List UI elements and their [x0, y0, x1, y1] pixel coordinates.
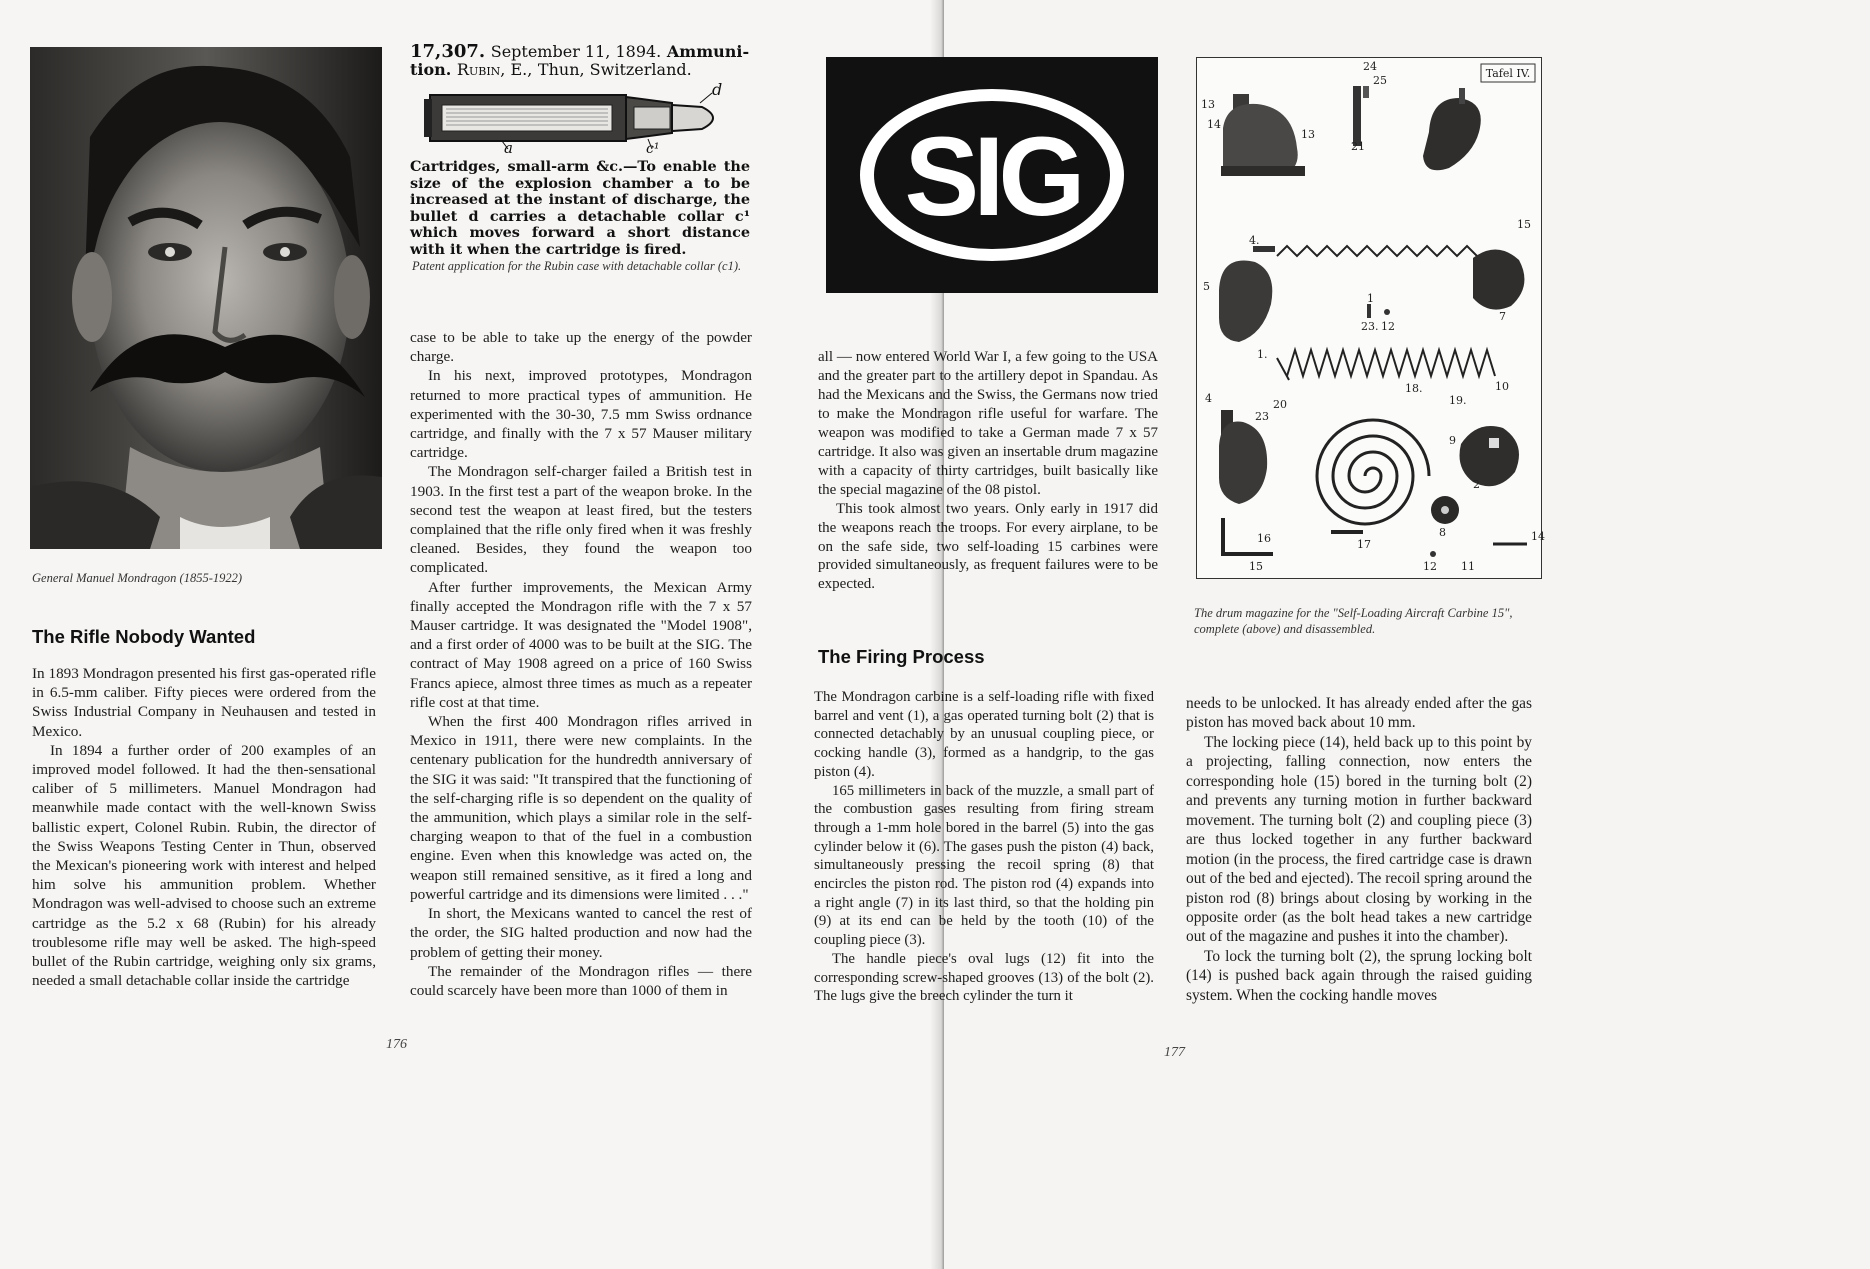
diagram-label: 15 [1249, 560, 1263, 573]
patent-label-c1: c¹ [646, 141, 660, 157]
paragraph: case to be able to take up the energy of the powder charge. [410, 329, 752, 366]
paragraph: all — now entered World War I, a few going to the USA and the greater part to the artillery depot in Spandau. As had the Mexicans and the Swiss, the Germans now tried to make the Mondragon rifle useful for warfare. The weapon was modified to take a German made 7 x 57 cartridge. It also was given an insertable drum magazine with a capacity of thirty cartridges, built basically like the special magazine of the 08 pistol. [818, 349, 1158, 498]
diagram-label: 8 [1439, 526, 1446, 539]
section-heading-firing: The Firing Process [818, 646, 985, 667]
diagram-label: 21 [1351, 140, 1365, 153]
sig-logo [826, 57, 1158, 293]
diagram-label: 25 [1373, 74, 1387, 87]
paragraph: In his next, improved prototypes, Mondragon returned to more practical types of ammunition. He experimented with the 30-30, 7.5 mm Swiss ordnance cartridge, and finally with the 7 x 57 Mauser military cartridge. [410, 367, 752, 462]
drum-magazine-diagram [1196, 57, 1545, 579]
patent-number: 17,307. [410, 41, 486, 62]
patent-header [410, 43, 750, 79]
patent-date: September 11, 1894. [490, 42, 662, 61]
portrait-image [30, 47, 382, 549]
diagram-label: 1. [1257, 348, 1268, 361]
paragraph: The Mondragon self-charger failed a British test in 1903. In the first test a part of the weapon broke. In the second test the weapon at least fired, but the testers complained that the rifle only fired when it was freshly cleaned. Besides, they found the weapon too complicated. [410, 463, 752, 577]
patent-subject-a: Ammuni- [666, 42, 750, 61]
diagram-label: 12 [1381, 320, 1395, 333]
plate-label: Tafel IV. [1485, 67, 1531, 80]
diagram-label: 1 [1367, 292, 1374, 305]
diagram-label: 5 [1203, 280, 1210, 293]
diagram-label: 16 [1257, 532, 1271, 545]
diagram-label: 20 [1273, 398, 1287, 411]
paragraph: 165 millimeters in back of the muzzle, a small part of the combustion gases resulting from firing stream through a 1-mm hole bored in the barrel (5) into the gas cylinder below it (6). The gases push the piston (4) back, simultaneously pressing the recoil spring (8) that encircles the piston rod. The piston rod (4) expands into a right angle (7) in its last third, so that the holding pin (9) at its end can be held by the tooth (10) of the coupling piece (3). [814, 782, 1154, 949]
diagram-label: 14 [1531, 530, 1545, 543]
diagram-label: 19. [1449, 394, 1467, 407]
diagram-label: 23. [1361, 320, 1379, 333]
diagram-label: 23 [1255, 410, 1269, 423]
paragraph: This took almost two years. Only early in 1917 did the weapons reach the troops. For every airplane, to be on the safe side, two self-loading 15 carbines were provided simultaneously, as frequent failures were to be expected. [818, 500, 1158, 593]
portrait-photo [30, 47, 382, 549]
patent-text: Cartridges, small-arm &c.—To enable the size of the explosion chamber a to be increased at the instant of discharge, the bullet d carries a detachable collar c¹ which moves forward a short distance with it when the cartridge is fired. [410, 158, 750, 258]
patent-inventor: Rubin, E., [456, 60, 533, 79]
diagram-label: 9 [1449, 434, 1456, 447]
paragraph: After further improvements, the Mexican Army finally accepted the Mondragon rifle with the 7 x 57 Mauser cartridge. It was designated the "Model 1908", and a first order of 4000 was to be built at the SIG. The contract of May 1908 agreed on a price of 160 Swiss Francs apiece, almost three times as much as a repeater rifle cost at that time. [410, 578, 752, 711]
diagram-label: 2 [1473, 478, 1480, 491]
sig-logo-text: SIG [904, 114, 1080, 239]
drum-magazine-drawing [1197, 58, 1545, 578]
paragraph: When the first 400 Mondragon rifles arrived in Mexico in 1911, there were new complaints. In the centenary publication for the hundredth anniversary of the SIG it was said: "It transpired that the functioning of the self-charging rifle is so dependent on the quality of the ammunition, which plays a similar role in the self-charging weapon to that of the fuel in a combustion engine. Even when this knowledge was acted on, the weapon still remained sensitive, as it fired a long and powerful cartridge and its dimensions were limited . . ." [410, 713, 752, 903]
cartridge-drawing [422, 80, 742, 157]
diagram-label: 12 [1423, 560, 1437, 573]
diagram-label: 15 [1517, 218, 1531, 231]
page-number-left: 176 [386, 1037, 407, 1052]
patent-label-a: a [504, 139, 513, 157]
right-column-2-lower [1186, 694, 1532, 1005]
diagram-label: 18. [1405, 382, 1423, 395]
diagram-label: 10 [1495, 380, 1509, 393]
section-heading-rifle: The Rifle Nobody Wanted [32, 626, 256, 647]
sig-logo-emblem [826, 57, 1158, 293]
right-page [814, 0, 1870, 1269]
patent-subject-b: tion. [410, 60, 452, 79]
diagram-label: 24 [1363, 60, 1377, 73]
paragraph: In 1893 Mondragon presented his first gas-operated rifle in 6.5-mm caliber. Fifty pieces were ordered from the Swiss Industrial Company in Neuhausen and tested in Mexico. [32, 665, 376, 740]
paragraph: The handle piece's oval lugs (12) fit into the corresponding screw-shaped grooves (13) of the bolt (2). The lugs give the breech cylinder the turn it [814, 950, 1154, 1005]
page-number-right: 177 [1164, 1045, 1185, 1060]
paragraph: needs to be unlocked. It has already ended after the gas piston has moved back about 10 mm. [1186, 695, 1532, 732]
patent-place: Thun, Switzerland. [537, 60, 692, 79]
diagram-label: 13 [1301, 128, 1315, 141]
paragraph: The locking piece (14), held back up to this point by a projecting, falling connection, now enters the corresponding hole (15) bored in the turning bolt (2) and prevents any turning motion in further backward movement. The turning bolt (2) and coupling piece (3) are thus locked together in any further backward motion (in the process, the fired cartridge case is drawn out of the bed and ejected). The recoil spring around the piston rod (8) brings about closing by working in the opposite order (as the bolt head takes a new cartridge out of the magazine and pushes it into the chamber). [1186, 733, 1532, 946]
diagram-label: 13 [1201, 98, 1215, 111]
diagram-label: 4 [1205, 392, 1212, 405]
diagram-label: 14 [1207, 118, 1221, 131]
paragraph: In 1894 a further order of 200 examples of an improved model followed. It had the then-sensational caliber of 5 millimeters. Manuel Mondragon had meanwhile made contact with the well-known Swiss ballistic expert, Colonel Rubin. Rubin, the director of the Swiss Weapons Testing Center in Thun, observed the Mexican's pioneering work with interest and helped him solve his ammunition problem. Whether Mondragon was well-advised to choose such an extreme cartridge as the 5.2 x 68 (Rubin) for his already troublesome rifle may well be asked. The high-speed bullet of the Rubin cartridge, weighing only six grams, needed a small detachable collar inside the cartridge [32, 741, 376, 990]
diagram-label: 7 [1499, 310, 1506, 323]
paragraph: The Mondragon carbine is a self-loading rifle with fixed barrel and vent (1), a gas operated turning bolt (2) that is connected detachably by an unusual coupling piece, or cocking handle (3), formed as a handgrip, to the gas piston (4). [814, 689, 1154, 780]
right-column-1-lower [814, 688, 1154, 1006]
left-column-2 [410, 328, 752, 1000]
right-column-1-upper [818, 348, 1158, 594]
diagram-label: 11 [1461, 560, 1475, 573]
paragraph: In short, the Mexicans wanted to cancel the rest of the order, the SIG halted production and now had the problem of getting their money. [410, 905, 752, 961]
paragraph: The remainder of the Mondragon rifles — there could scarcely have been more than 1000 of them in [410, 962, 752, 999]
diagram-label: 17 [1357, 538, 1371, 551]
patent-label-d: d [712, 80, 723, 99]
diagram-caption: The drum magazine for the "Self-Loading Aircraft Carbine 15", complete (above) and disassembled. [1194, 606, 1513, 636]
portrait-caption: General Manuel Mondragon (1855-1922) [32, 571, 243, 585]
patent-caption: Patent application for the Rubin case with detachable collar (c1). [412, 259, 742, 273]
patent-excerpt [410, 43, 750, 258]
left-column-1 [32, 664, 376, 990]
diagram-label: 4. [1249, 234, 1260, 247]
paragraph: To lock the turning bolt (2), the sprung locking bolt (14) is pushed back again through the raised guiding system. When the cocking handle moves [1186, 947, 1532, 1004]
